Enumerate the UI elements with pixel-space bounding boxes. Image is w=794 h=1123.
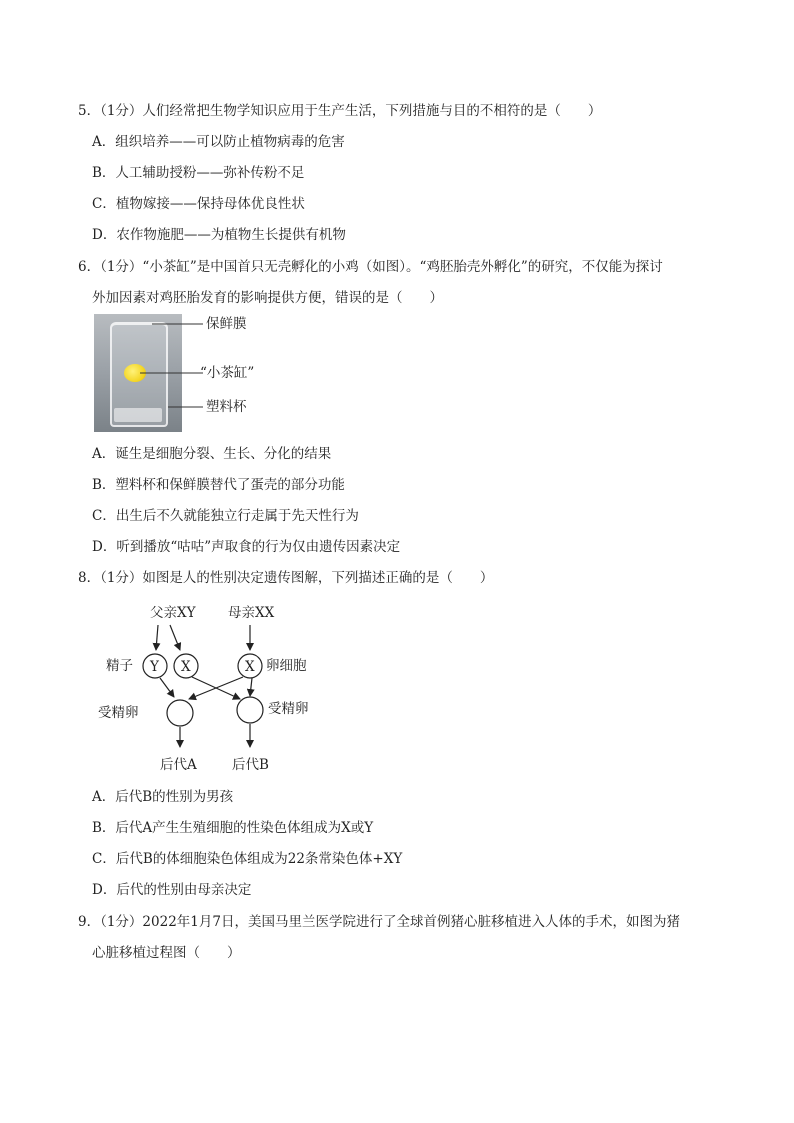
sperm-x-text: X xyxy=(181,659,191,675)
label-cup: 塑料杯 xyxy=(206,399,247,415)
sperm-y-text: Y xyxy=(150,659,159,675)
arrow-father-to-x xyxy=(170,625,180,650)
label-film: 保鲜膜 xyxy=(206,316,247,332)
father-label: 父亲XY xyxy=(150,605,196,621)
question-8-option-c: C．后代B的体细胞染色体组成为22条常染色体+XY xyxy=(92,851,403,867)
mother-label: 母亲XX xyxy=(228,605,275,621)
question-5-option-b: B．人工辅助授粉——弥补传粉不足 xyxy=(92,165,305,181)
question-6-stem-line2: 外加因素对鸡胚胎发育的影响提供方便，错误的是（ ） xyxy=(92,290,443,306)
sperm-label: 精子 xyxy=(106,658,133,674)
question-5-stem: 5．（1分）人们经常把生物学知识应用于生产生活，下列措施与目的不相符的是（ ） xyxy=(78,103,602,119)
question-9-stem-line2: 心脏移植过程图（ ） xyxy=(92,945,241,961)
question-8-option-d: D．后代的性别由母亲决定 xyxy=(92,882,252,898)
arrow-father-to-y xyxy=(156,625,158,650)
question-6-stem-line1: 6．（1分）“小茶缸”是中国首只无壳孵化的小鸡（如图）。“鸡胚胎壳外孵化”的研究，不仅能为探讨 xyxy=(78,259,663,275)
zygote-b-circle xyxy=(237,697,263,723)
sex-determination-diagram xyxy=(0,595,400,780)
offspring-a-label: 后代A xyxy=(160,757,197,773)
egg-x-text: X xyxy=(245,659,255,675)
zygote-a-circle xyxy=(167,700,193,726)
offspring-b-label: 后代B xyxy=(232,757,269,773)
question-8-option-a: A．后代B的性别为男孩 xyxy=(92,789,234,805)
arrow-y-to-zygote-a xyxy=(160,678,174,697)
question-6-option-a: A．诞生是细胞分裂、生长、分化的结果 xyxy=(92,446,332,462)
question-5-option-c: C．植物嫁接——保持母体优良性状 xyxy=(92,196,305,212)
question-6-option-c: C．出生后不久就能独立行走属于先天性行为 xyxy=(92,508,359,524)
question-6-option-d: D．听到播放“咕咕”声取食的行为仅由遗传因素决定 xyxy=(92,539,401,555)
question-9-stem-line1: 9．（1分）2022年1月7日，美国马里兰医学院进行了全球首例猪心脏移植进入人体的手术，如图为猪 xyxy=(78,914,680,930)
zygote-label-left: 受精卵 xyxy=(98,705,139,721)
question-8-stem: 8．（1分）如图是人的性别决定遗传图解，下列描述正确的是（ ） xyxy=(78,570,494,586)
arrow-egg-to-zygote-b xyxy=(250,678,252,696)
arrow-x-to-zygote-b xyxy=(192,677,240,699)
question-5-option-a: A．组织培养——可以防止植物病毒的危害 xyxy=(92,134,345,150)
zygote-label-right: 受精卵 xyxy=(268,701,309,717)
egg-label: 卵细胞 xyxy=(266,658,307,674)
question-6-option-b: B．塑料杯和保鲜膜替代了蛋壳的部分功能 xyxy=(92,477,345,493)
question-5-option-d: D．农作物施肥——为植物生长提供有机物 xyxy=(92,227,346,243)
label-chick: “小茶缸” xyxy=(200,365,255,381)
question-8-option-b: B．后代A产生生殖细胞的性染色体组成为X或Y xyxy=(92,820,374,836)
